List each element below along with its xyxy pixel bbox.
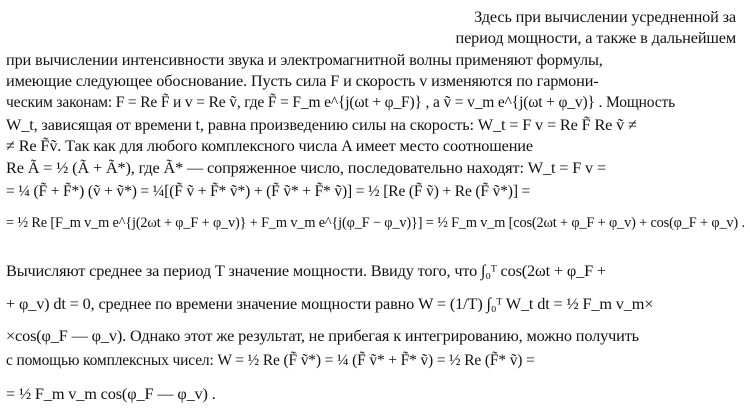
text-line: ческим законам: F = Re F̃ и v = Re ṽ, где F̃ = F_m e^{j(ωt + φ_F)} , а ṽ = v_m e^{j(ωt + φ_v)} . Мощность — [6, 94, 676, 111]
text-line: Re Ã = ½ (Ã + Ã*), где Ã* — сопряженное число, последовательно находят: W_t = F v = — [6, 158, 606, 177]
text-line: ×cos(φ_F — φ_v). Однако этот же результат, не прибегая к интегрированию, можно получить — [6, 326, 639, 345]
text-line: = ½ F_m v_m cos(φ_F — φ_v) . — [6, 384, 216, 403]
text-line: W_t, зависящая от времени t, равна произведению силы на скорость: W_t = F v = Re F̃ Re ṽ ≠ — [6, 115, 637, 134]
text-line: = ½ Re [F_m v_m e^{j(2ωt + φ_F + φ_v)} + F_m v_m e^{j(φ_F − φ_v)}] = ½ F_m v_m [cos(2ωt + φ_F + φ_v) + cos(φ_F + φ_v) . — [6, 215, 745, 231]
text-line: Здесь при вычислении усредненной за — [474, 7, 736, 26]
text-line: + φ_v) dt = 0, среднее по времени значение мощности равно W = (1/T) ∫₀ᵀ W_t dt = ½ F_m v_m× — [6, 294, 654, 313]
text-line: Вычисляют среднее за период T значение мощности. Ввиду того, что ∫₀ᵀ cos(2ωt + φ_F + — [6, 261, 606, 280]
text-line: при вычислении интенсивности звука и электромагнитной волны применяют формулы, — [6, 50, 603, 69]
text-line: имеющие следующее обоснование. Пусть сила F и скорость v изменяются по гармони- — [6, 71, 599, 90]
text-line: период мощности, а также в дальнейшем — [455, 28, 736, 47]
text-line: с помощью комплексных чисел: W = ½ Re (F̃ ṽ*) = ¼ (F̃ ṽ* + F̃* ṽ) = ½ Re (F̃* ṽ) = — [6, 352, 535, 369]
text-line: = ¼ (F̃ + F̃*) (ṽ + ṽ*) = ¼[(F̃ ṽ + F̃* ṽ*) + (F̃ ṽ* + F̃* ṽ)] = ½ [Re (F̃ ṽ) + Re (F̃ ṽ*)] = — [6, 183, 531, 200]
text-line: ≠ Re F̃ṽ. Так как для любого комплексного числа A имеет место соотношение — [6, 136, 533, 155]
